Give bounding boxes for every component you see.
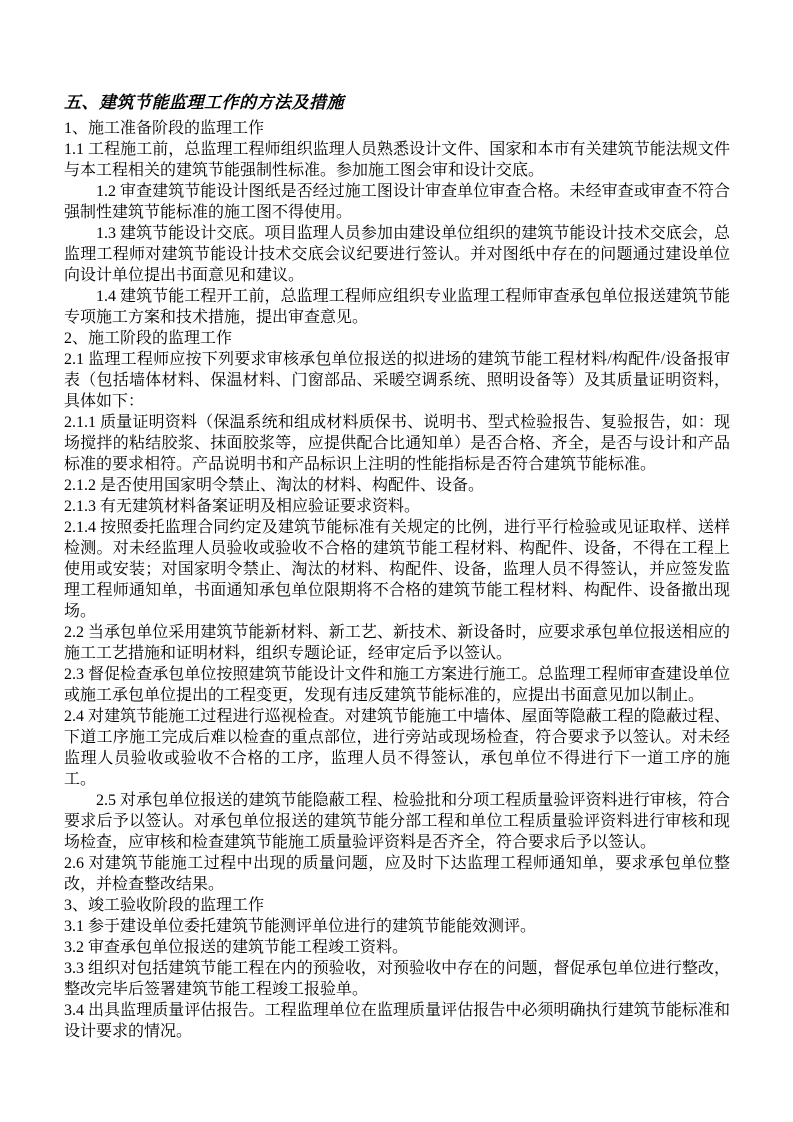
para-3-2: 3.2 审查承包单位报送的建筑节能工程竣工资料。 <box>64 939 409 956</box>
para-2-4: 2.4 对建筑节能施工过程进行巡视检查。对建筑节能施工中墙体、屋面等隐蔽工程的隐蔽过程、下道工序施工完成后难以检查的重点部位，进行旁站或现场检查，符合要求予以签认。对未经监理人员验收或验收不合格的工序，监理人员不得签认，承包单位不得进行下一道工序的施工。 <box>64 708 730 788</box>
para-1-4: 1.4 建筑节能工程开工前，总监理工程师应组织专业监理工程师审查承包单位报送建筑节能专项施工方案和技术措施，提出审查意见。 <box>64 288 730 326</box>
para-1-2: 1.2 审查建筑节能设计图纸是否经过施工图设计审查单位审查合格。未经审查或审查不符合强制性建筑节能标准的施工图不得使用。 <box>64 183 730 221</box>
para-2-1-1: 2.1.1 质量证明资料（保温系统和组成材料质保书、说明书、型式检验报告、复验报告，如：现场搅拌的粘结胶浆、抹面胶浆等，应提供配合比通知单）是否合格、齐全，是否与设计和产品标准的要求相符。产品说明书和产品标识上注明的性能指标是否符合建筑节能标准。 <box>64 414 730 473</box>
para-3-4: 3.4 出具监理质量评估报告。工程监理单位在监理质量评估报告中必须明确执行建筑节能标准和设计要求的情况。 <box>64 1002 730 1040</box>
para-2-6: 2.6 对建筑节能施工过程中出现的质量问题，应及时下达监理工程师通知单，要求承包单位整改，并检查整改结果。 <box>64 855 730 893</box>
document-body <box>64 118 730 1042</box>
para-2-1-2: 2.1.2 是否使用国家明令禁止、淘汰的材料、构配件、设备。 <box>64 477 485 494</box>
para-3-1: 3.1 参于建设单位委托建筑节能测评单位进行的建筑节能能效测评。 <box>64 918 537 935</box>
section-heading-1: 1、施工准备阶段的监理工作 <box>64 120 265 137</box>
para-2-5: 2.5 对承包单位报送的建筑节能隐蔽工程、检验批和分项工程质量验评资料进行审核，符合要求后予以签认。对承包单位报送的建筑节能分部工程和单位工程质量验评资料进行审核和现场检查，应审核和检查建筑节能施工质量验评资料是否齐全，符合要求后予以签认。 <box>64 792 730 851</box>
section-heading-3: 3、竣工验收阶段的监理工作 <box>64 897 265 914</box>
para-2-1-4: 2.1.4 按照委托监理合同约定及建筑节能标准有关规定的比例，进行平行检验或见证取样、送样检测。对未经监理人员验收或验收不合格的建筑节能工程材料、构配件、设备，不得在工程上使用或安装；对国家明令禁止、淘汰的材料、构配件、设备，监理人员不得签认，并应签发监理工程师通知单，书面通知承包单位限期将不合格的建筑节能工程材料、构配件、设备撤出现场。 <box>64 519 730 620</box>
para-2-1-3: 2.1.3 有无建筑材料备案证明及相应验证要求资料。 <box>64 498 421 515</box>
para-1-1: 1.1 工程施工前，总监理工程师组织监理人员熟悉设计文件、国家和本市有关建筑节能法规文件与本工程相关的建筑节能强制性标准。参加施工图会审和设计交底。 <box>64 141 730 179</box>
para-2-3: 2.3 督促检查承包单位按照建筑节能设计文件和施工方案进行施工。总监理工程师审查建设单位或施工承包单位提出的工程变更，发现有违反建筑节能标准的，应提出书面意见加以制止。 <box>64 666 730 704</box>
para-3-3: 3.3 组织对包括建筑节能工程在内的预验收，对预验收中存在的问题，督促承包单位进行整改，整改完毕后签署建筑节能工程竣工报验单。 <box>64 960 730 998</box>
para-1-3: 1.3 建筑节能设计交底。项目监理人员参加由建设单位组织的建筑节能设计技术交底会，总监理工程师对建筑节能设计技术交底会议纪要进行签认。并对图纸中存在的问题通过建设单位向设计单位提出书面意见和建议。 <box>64 225 730 284</box>
section-heading-2: 2、施工阶段的监理工作 <box>64 330 233 347</box>
para-2-2: 2.2 当承包单位采用建筑节能新材料、新工艺、新技术、新设备时，应要求承包单位报送相应的施工工艺措施和证明材料，组织专题论证，经审定后予以签认。 <box>64 624 730 662</box>
document-title: 五、建筑节能监理工作的方法及措施 <box>64 93 344 112</box>
para-2-1: 2.1 监理工程师应按下列要求审核承包单位报送的拟进场的建筑节能工程材料/构配件/设备报审表（包括墙体材料、保温材料、门窗部品、采暖空调系统、照明设备等）及其质量证明资料，具体如下： <box>64 351 730 410</box>
